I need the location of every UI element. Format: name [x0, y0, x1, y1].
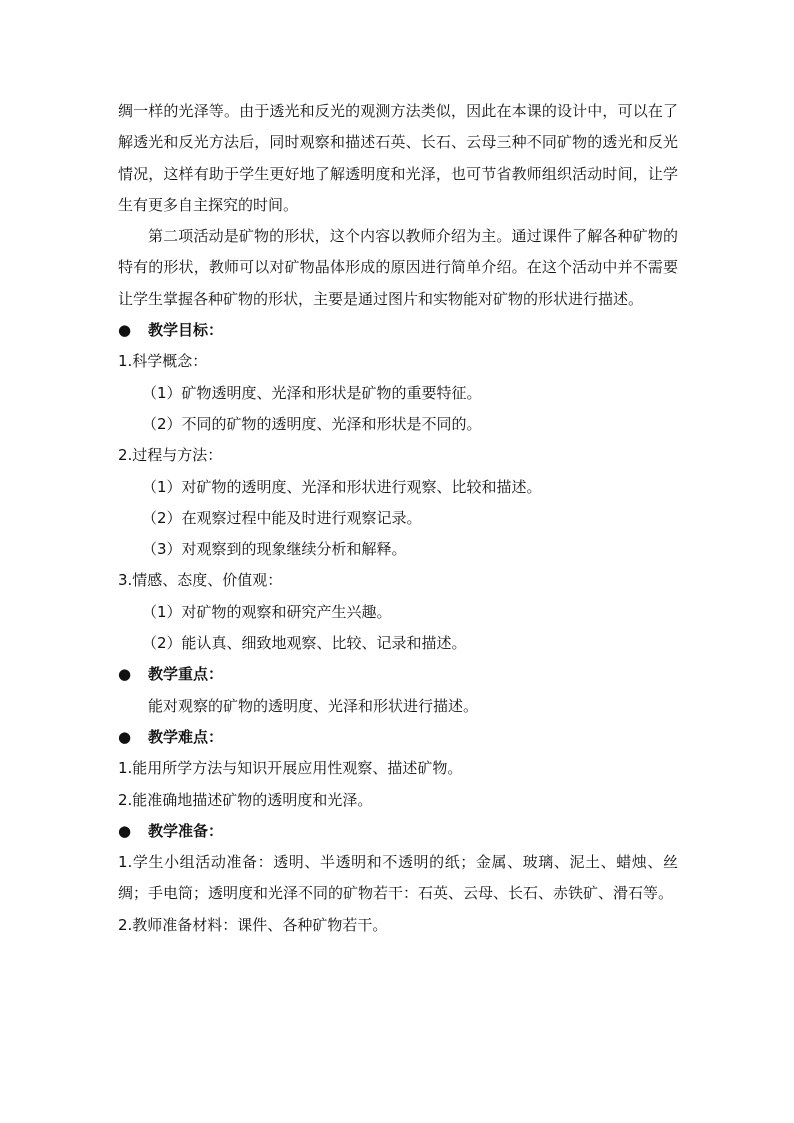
objectives-heading-text: 教学目标：	[148, 321, 224, 340]
difficulty-item: 1.能用所学方法与知识开展应用性观察、描述矿物。	[118, 759, 463, 778]
process-item: （3）对观察到的现象继续分析和解释。	[142, 540, 407, 559]
difficulty-item: 2.能准确地描述矿物的透明度和光泽。	[118, 790, 373, 809]
document-page	[118, 96, 678, 941]
preparation-heading	[118, 816, 678, 847]
preparation-heading-text: 教学准备：	[148, 821, 224, 840]
difficulties-heading	[118, 722, 678, 753]
bullet-icon: ●	[118, 727, 132, 746]
attitude-item: （2）能认真、细致地观察、比较、记录和描述。	[142, 634, 467, 653]
key-points-heading-text: 教学重点：	[148, 665, 224, 684]
attitude-item: （1）对矿物的观察和研究产生兴趣。	[142, 602, 392, 621]
concept-title: 1.科学概念：	[118, 352, 208, 371]
process-item: （1）对矿物的透明度、光泽和形状进行观察、比较和描述。	[142, 477, 542, 496]
intro-continuation-paragraph: 绸一样的光泽等。由于透光和反光的观测方法类似，因此在本课的设计中，可以在了解透光和反光方法后，同时观察和描述石英、长石、云母三种不同矿物的透光和反光情况，这样有助于学生更好地了解透明度和光泽，也可节省教师组织活动时间，让学生有更多自主探究的时间。	[118, 102, 678, 214]
objectives-heading	[118, 315, 678, 346]
bullet-icon: ●	[118, 665, 132, 684]
bullet-icon: ●	[118, 321, 132, 340]
attitude-title: 3.情感、态度、价值观：	[118, 571, 283, 590]
activity-two-paragraph: 第二项活动是矿物的形状，这个内容以教师介绍为主。通过课件了解各种矿物的特有的形状，教师可以对矿物晶体形成的原因进行简单介绍。在这个活动中并不需要让学生掌握各种矿物的形状，主要是通过图片和实物能对矿物的形状进行描述。	[118, 227, 678, 308]
concept-item: （2）不同的矿物的透明度、光泽和形状是不同的。	[142, 414, 482, 433]
key-points-heading	[118, 659, 678, 690]
preparation-student-paragraph: 1.学生小组活动准备：透明、半透明和不透明的纸；金属、玻璃、泥土、蜡烛、丝绸；手电筒；透明度和光泽不同的矿物若干：石英、云母、长石、赤铁矿、滑石等。	[118, 853, 678, 903]
bullet-icon: ●	[118, 821, 132, 840]
process-title: 2.过程与方法：	[118, 446, 223, 465]
process-item: （2）在观察过程中能及时进行观察记录。	[142, 508, 422, 527]
key-points-text: 能对观察的矿物的透明度、光泽和形状进行描述。	[148, 696, 479, 715]
preparation-teacher-line: 2.教师准备材料：课件、各种矿物若干。	[118, 915, 388, 934]
concept-item: （1）矿物透明度、光泽和形状是矿物的重要特征。	[142, 383, 482, 402]
difficulties-heading-text: 教学难点：	[148, 727, 224, 746]
